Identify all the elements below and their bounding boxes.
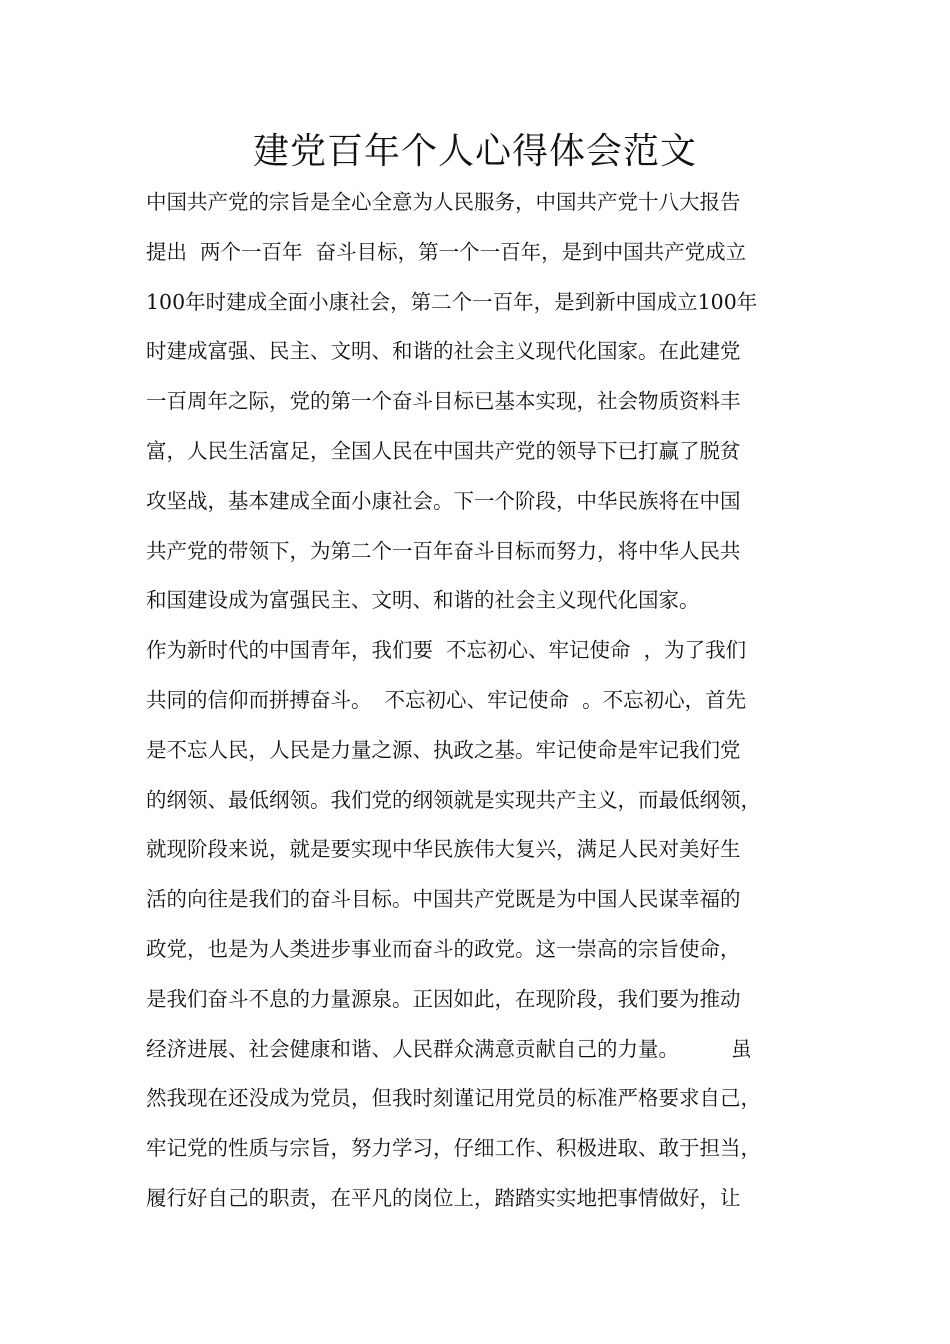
body-line: 时建成富强、民主、文明、和谐的社会主义现代化国家。在此建党 (146, 339, 741, 364)
body-line: 是我们奋斗不息的力量源泉。正因如此，在现阶段，我们要为推动 (146, 986, 741, 1011)
document-body (146, 178, 826, 1224)
body-line: 牢记党的性质与宗旨，努力学习，仔细工作、积极进取、敢于担当， (146, 1136, 761, 1161)
body-line: 政党，也是为人类进步事业而奋斗的政党。这一崇高的宗旨使命， (146, 936, 741, 961)
body-line: 和国建设成为富强民主、文明、和谐的社会主义现代化国家。 (146, 588, 700, 613)
body-line: 作为新时代的中国青年，我们要 不忘初心、牢记使命 ，为了我们 (146, 638, 747, 663)
body-line: 就现阶段来说，就是要实现中华民族伟大复兴，满足人民对美好生 (146, 837, 741, 862)
body-line: 一百周年之际，党的第一个奋斗目标已基本实现，社会物质资料丰 (146, 389, 741, 414)
body-line: 是不忘人民，人民是力量之源、执政之基。牢记使命是牢记我们党 (146, 737, 741, 762)
body-line: 富，人民生活富足，全国人民在中国共产党的领导下已打赢了脱贫 (146, 438, 741, 463)
body-line: 攻坚战，基本建成全面小康社会。下一个阶段，中华民族将在中国 (146, 488, 741, 513)
body-line: 中国共产党的宗旨是全心全意为人民服务，中国共产党十八大报告 (146, 190, 741, 214)
body-line: 100年时建成全面小康社会，第二个一百年，是到新中国成立100年 (146, 289, 758, 314)
body-line: 提出 两个一百年 奋斗目标，第一个一百年，是到中国共产党成立 (146, 239, 747, 264)
body-line: 然我现在还没成为党员，但我时刻谨记用党员的标准严格要求自己， (146, 1086, 761, 1111)
body-line: 活的向往是我们的奋斗目标。中国共产党既是为中国人民谋幸福的 (146, 887, 741, 912)
body-line: 经济进展、社会健康和谐、人民群众满意贡献自己的力量。 虽 (146, 1036, 752, 1061)
body-line: 共产党的带领下，为第二个一百年奋斗目标而努力，将中华人民共 (146, 538, 741, 563)
body-line: 共同的信仰而拼搏奋斗。 不忘初心、牢记使命 。不忘初心，首先 (146, 687, 747, 712)
body-line: 履行好自己的职责，在平凡的岗位上，踏踏实实地把事情做好，让 (146, 1185, 741, 1210)
body-line: 的纲领、最低纲领。我们党的纲领就是实现共产主义，而最低纲领， (146, 787, 761, 812)
document-title: 建党百年个人心得体会范文 (252, 131, 697, 172)
